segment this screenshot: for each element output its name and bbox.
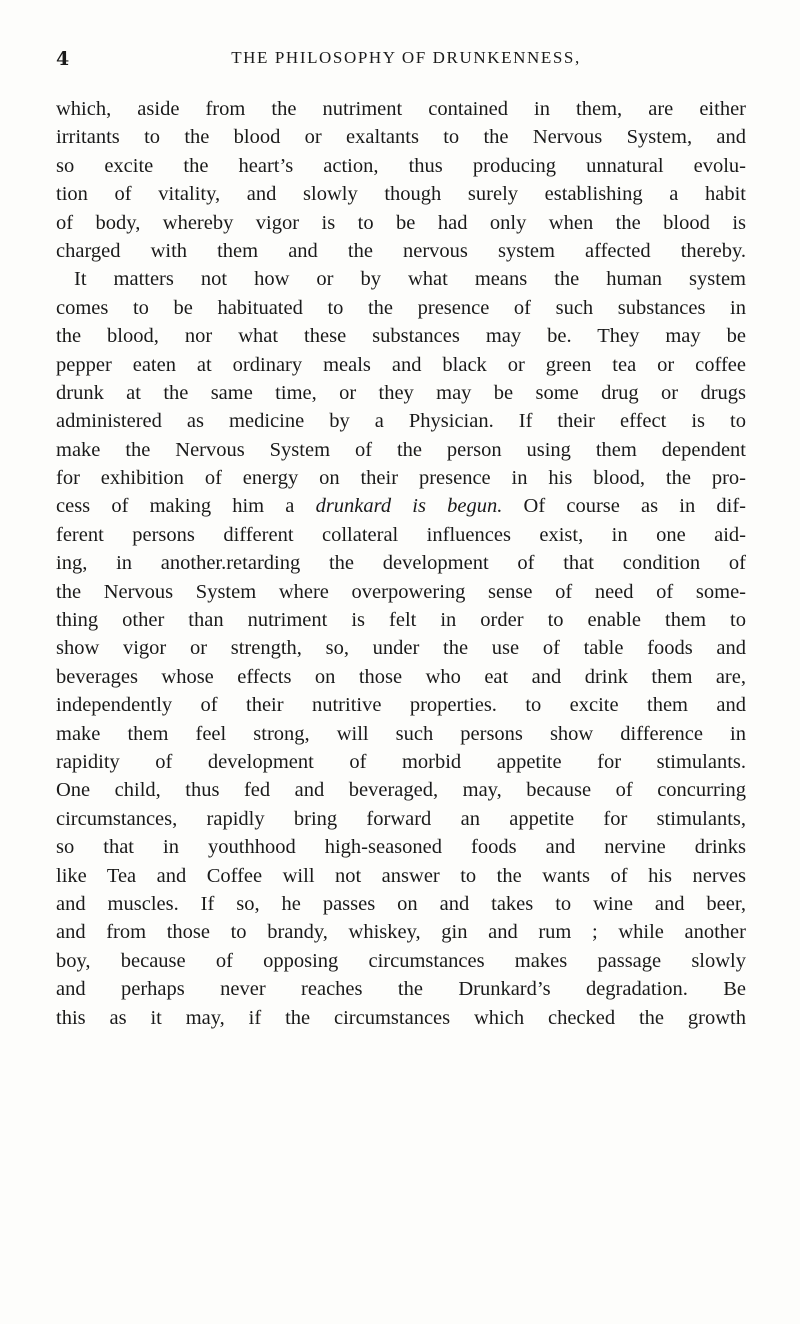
text-line: make the Nervous System of the person using them dependent (56, 438, 746, 461)
text-line: make them feel strong, will such persons show difference in (56, 722, 746, 745)
text-line: which, aside from the nutriment contained in them, are either (56, 98, 746, 120)
text-line: and from those to brandy, whiskey, gin and rum ; while another (56, 921, 746, 944)
italic-phrase: drunkard is begun. (315, 495, 503, 518)
text-line: irritants to the blood or exaltants to the Nervous System, and (56, 126, 746, 149)
text-line: administered as medicine by a Physician. If their effect is to (56, 410, 746, 433)
text-line: this as it may, if the circumstances which checked the growth (56, 1006, 746, 1029)
running-head: THE PHILOSOPHY OF DRUNKENNESS, (231, 48, 581, 67)
text-line: of body, whereby vigor is to be had only when the blood is (56, 211, 746, 234)
page-number: 4 (56, 48, 70, 70)
text-line: charged with them and the nervous system affected thereby. (56, 239, 746, 262)
text-line: like Tea and Coffee will not answer to the wants of his nerves (56, 864, 746, 887)
text-line: boy, because of opposing circumstances makes passage slowly (56, 949, 746, 972)
text-line-with-italic (56, 492, 746, 520)
text-line: rapidity of development of morbid appetite for stimulants. (56, 750, 746, 773)
text-line: beverages whose effects on those who eat and drink them are, (56, 665, 746, 688)
text-line: the blood, nor what these substances may be. They may be (56, 325, 746, 348)
text-line: and muscles. If so, he passes on and takes to wine and beer, (56, 892, 746, 915)
text-segment: Of course as in dif- (502, 495, 746, 518)
text-line: It matters not how or by what means the human system (74, 268, 746, 291)
text-line: ferent persons different collateral influences exist, in one aid- (56, 523, 746, 546)
text-line: drunk at the same time, or they may be some drug or drugs (56, 381, 746, 404)
text-line: so excite the heart’s action, thus producing unnatural evolu- (56, 154, 746, 177)
page-header (56, 48, 756, 78)
text-line: thing other than nutriment is felt in order to enable them to (56, 609, 746, 632)
text-line: show vigor or strength, so, under the use of table foods and (56, 637, 746, 660)
text-line: comes to be habituated to the presence of such substances in (56, 296, 746, 319)
body-text (56, 95, 746, 1032)
text-line: the Nervous System where overpowering sense of need of some- (56, 580, 746, 603)
text-line: ing, in another.retarding the development of that condition of (56, 552, 746, 575)
text-line: and perhaps never reaches the Drunkard’s degradation. Be (56, 978, 746, 1001)
text-line: circumstances, rapidly bring forward an appetite for stimulants, (56, 807, 746, 830)
text-line: tion of vitality, and slowly though surely establishing a habit (56, 183, 746, 206)
text-line: One child, thus fed and beveraged, may, because of concurring (56, 779, 746, 802)
text-line: so that in youthhood high-seasoned foods and nervine drinks (56, 836, 746, 859)
text-line: pepper eaten at ordinary meals and black or green tea or coffee (56, 353, 746, 376)
text-line: independently of their nutritive properties. to excite them and (56, 694, 746, 717)
text-segment: cess of making him a (56, 495, 316, 518)
text-line: for exhibition of energy on their presence in his blood, the pro- (56, 467, 746, 490)
